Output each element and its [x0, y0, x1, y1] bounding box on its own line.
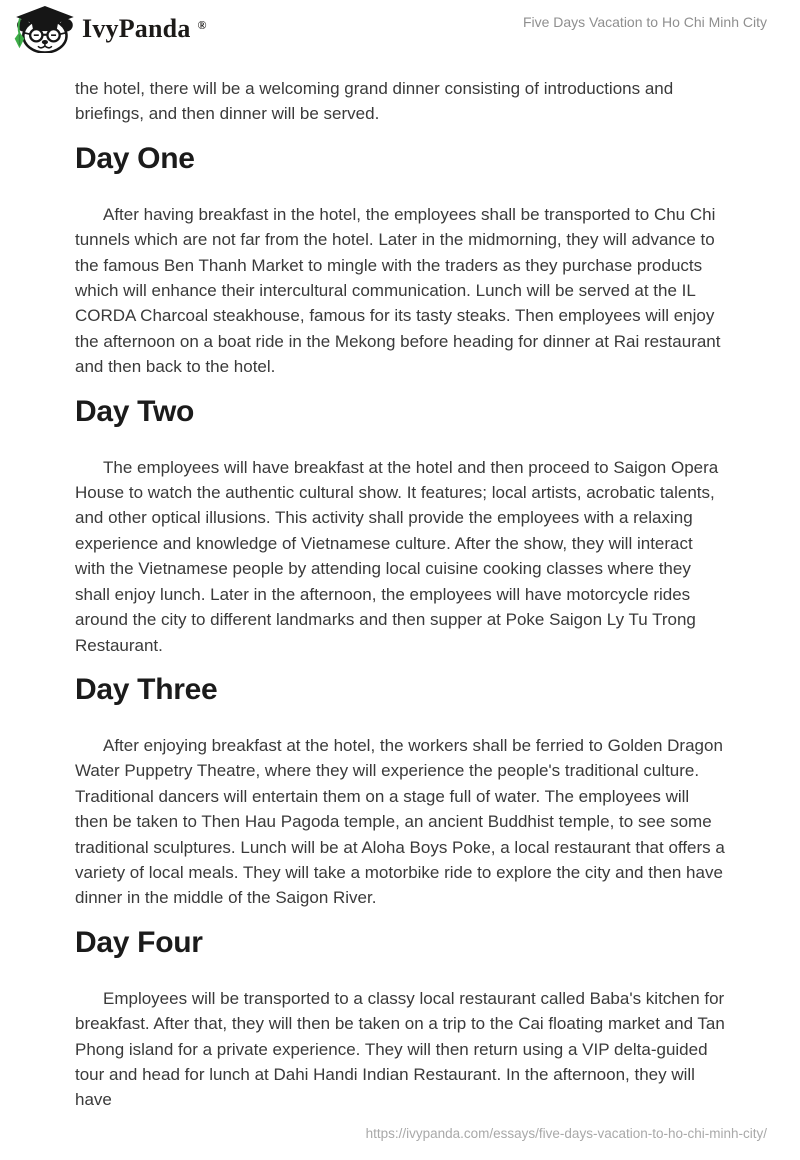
page-footer [366, 1125, 767, 1143]
section-day-two [75, 395, 725, 658]
paragraph-day-four: Employees will be transported to a classy local restaurant called Baba's kitchen for breakfast. After that, they will then be taken on a trip to the Cai floating market and Tan Phong island for a private experience. They will then return using a VIP delta-guided tour and head for lunch at Dahi Handi Indian Restaurant. In the afternoon, they will have [75, 988, 725, 1110]
page-header [0, 0, 800, 56]
document-body [0, 56, 800, 1113]
heading-day-one: Day One [75, 141, 195, 175]
intro-continuation-paragraph: the hotel, there will be a welcoming grand dinner consisting of introductions and briefings, and then dinner will be served. [75, 79, 674, 124]
section-day-four [75, 926, 725, 1113]
paragraph-day-three: After enjoying breakfast at the hotel, the workers shall be ferried to Golden Dragon Water Puppetry Theatre, where they will experience the people's traditional culture. Traditional dancers will entertain them on a stage full of water. The employees will then be taken to Then Hau Pagoda temple, an ancient Buddhist temple, to see some traditional sculptures. Lunch will be at Aloha Boys Poke, a local restaurant that offers a variety of local meals. They will take a motorbike ride to explore the city and then have dinner in the middle of the Saigon River. [75, 735, 725, 908]
brand-logo[interactable] [10, 5, 206, 53]
paragraph-day-two: The employees will have breakfast at the hotel and then proceed to Saigon Opera House to watch the authentic cultural show. It features; local artists, acrobatic talents, and other optical illusions. This activity shall provide the employees with a relaxing experience and knowledge of Vietnamese culture. After the show, they will interact with the Vietnamese people by attending local cuisine cooking classes where they shall enjoy lunch. Later in the afternoon, the employees will have motorcycle rides around the city to different landmarks and then supper at Poke Saigon Ly Tu Trong Restaurant. [75, 457, 719, 655]
section-day-one [75, 142, 725, 380]
source-url: https://ivypanda.com/essays/five-days-vacation-to-ho-chi-minh-city/ [365, 1126, 767, 1141]
brand-name: IvyPanda [82, 14, 191, 43]
section-day-three [75, 673, 725, 911]
heading-day-two: Day Two [75, 394, 195, 428]
heading-day-three: Day Three [75, 672, 218, 706]
registered-trademark: ® [197, 17, 207, 32]
document-title: Five Days Vacation to Ho Chi Minh City [522, 14, 767, 30]
heading-day-four: Day Four [75, 925, 203, 959]
panda-graduate-logo-icon [10, 5, 76, 53]
paragraph-day-one: After having breakfast in the hotel, the employees shall be transported to Chu Chi tunnels which are not far from the hotel. Later in the midmorning, they will advance to the famous Ben Thanh Market to mingle with the traders as they purchase products which will enhance their intercultural communication. Lunch will be served at the IL CORDA Charcoal steakhouse, famous for its tasty steaks. Then employees will enjoy the afternoon on a boat ride in the Mekong before heading for dinner at Rai restaurant and then back to the hotel. [75, 204, 721, 377]
